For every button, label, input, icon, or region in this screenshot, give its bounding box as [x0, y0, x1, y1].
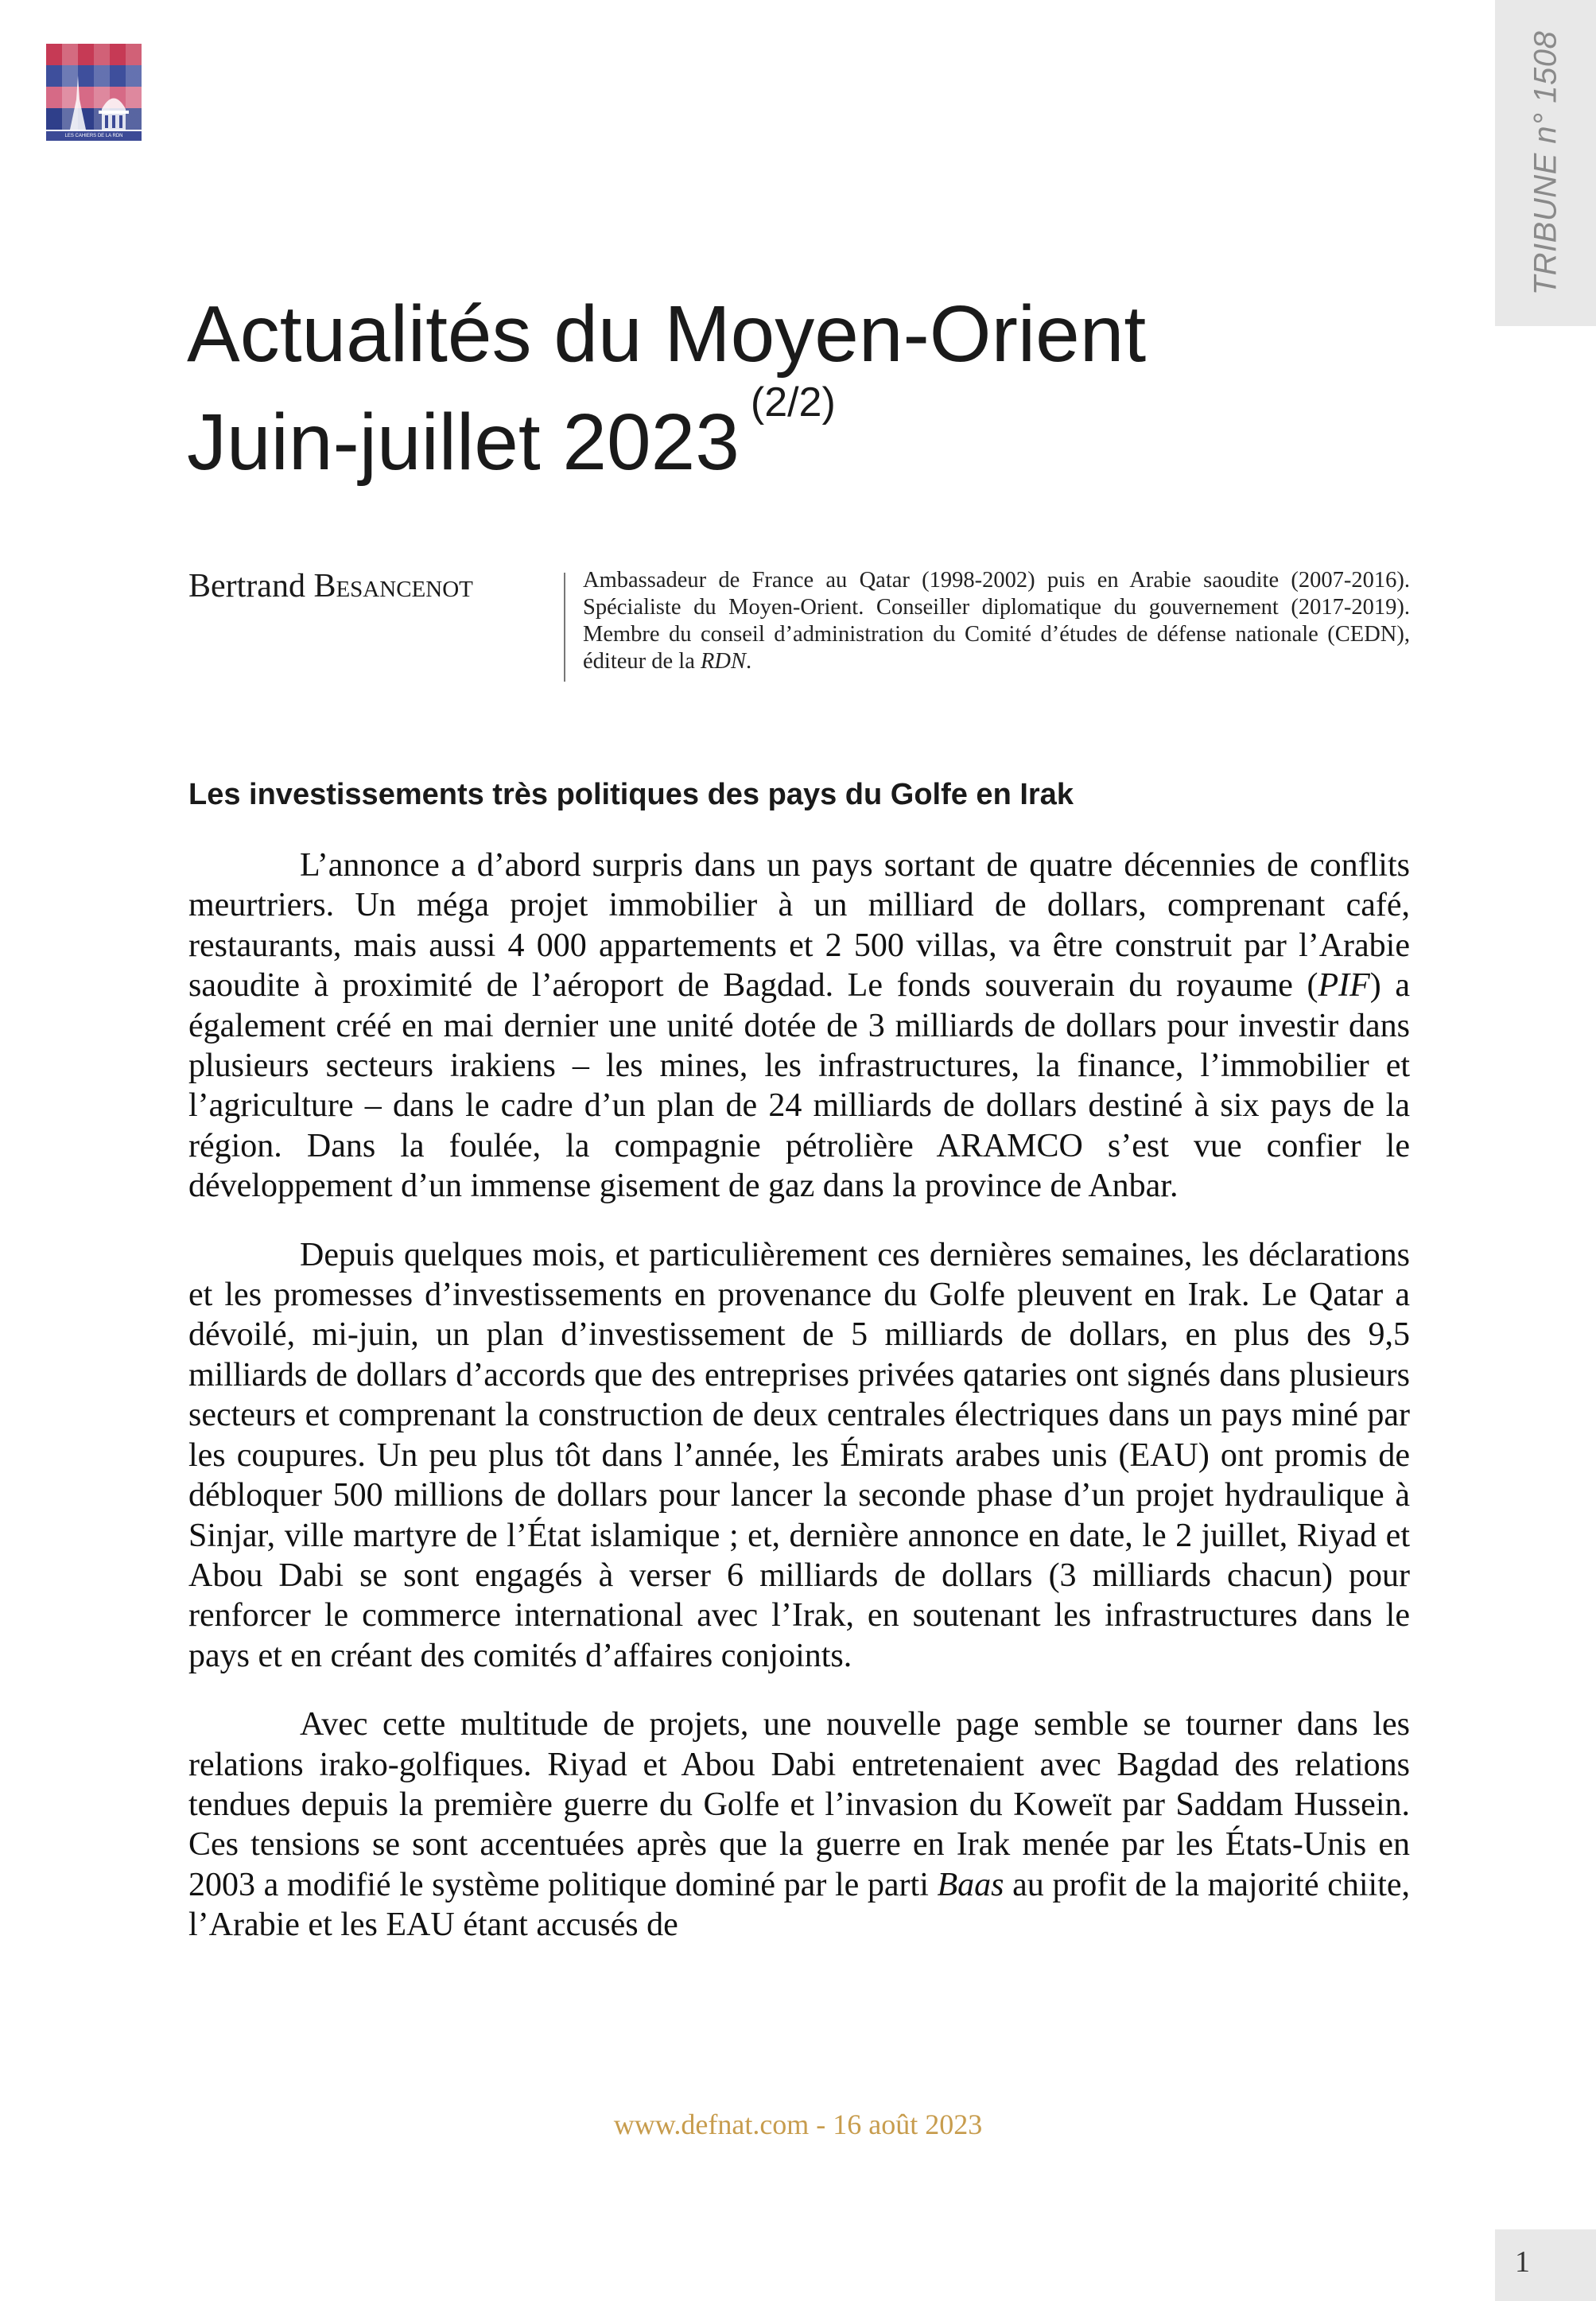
- journal-name: RDN: [700, 649, 746, 674]
- author-divider: [564, 573, 565, 682]
- tribune-number-label: TRIBUNE n° 1508: [1528, 30, 1563, 296]
- author-name: [188, 567, 473, 605]
- page-title: [187, 280, 1380, 496]
- title-part-indicator: (2/2): [750, 379, 836, 426]
- article-body: [188, 845, 1410, 1974]
- paragraph-2: Depuis quelques mois, et particulièrement ces dernières semaines, les déclarations et les promesses d’investissements en provenance du Golfe pleuvent en Irak. Le Qatar a dévoilé, mi-juin, un plan d’investissement de 5 milliards de dollars, en plus des 9,5 milliards de dollars d’accords que des entreprises privées qataries ont signés dans plusieurs secteurs et comprenant la construction de deux centrales électriques dans un pays miné par les coupures. Un peu plus tôt dans l’année, les Émirats arabes unis (EAU) ont promis de débloquer 500 millions de dollars pour lancer la seconde phase d’un projet hydraulique à Sinjar, ville martyre de l’État islamique ; et, dernière annonce en date, le 2 juillet, Riyad et Abou Dabi se sont engagés à verser 6 milliards de dollars (3 milliards chacun) pour renforcer le commerce international avec l’Irak, en soutenant les infrastructures dans le pays et en créant des comités d’affaires conjoints.: [188, 1236, 1410, 1674]
- author-first-name: Bertrand: [188, 568, 305, 604]
- page-number-tab: [1495, 2229, 1596, 2301]
- paragraph-1: L’annonce a d’abord surpris dans un pays sortant de quatre décennies de conflits meurtriers. Un méga projet immobilier à un milliard de dollars, comprenant café, restaurants, mais aussi 4 000 appartements et 2 500 villas, va être construit par l’Arabie saoudite à proximité de l’aéroport de Bagdad. Le fonds souverain du royaume (PIF) a également créé en mai dernier une unité dotée de 3 milliards de dollars pour investir dans plusieurs secteurs irakiens – les mines, les infrastructures, la finance, l’immobilier et l’agriculture – dans le cadre d’un plan de 24 milliards de dollars destiné à six pays de la région. Dans la foulée, la compagnie pétrolière ARAMCO s’est vue confier le développement d’un immense gisement de gaz dans la province de Anbar.: [188, 847, 1410, 1205]
- author-bio: Ambassadeur de France au Qatar (1998-2002) puis en Arabie saoudite (2007-2016). Spécialiste du Moyen-Orient. Conseiller diplomatique du gouvernement (2017-2019). Membre du conseil d’administration du Comité d’études de défense nationale (CEDN), éditeur de la RDN.: [583, 568, 1410, 674]
- section-heading: Les investissements très politiques des pays du Golfe en Irak: [188, 778, 1074, 811]
- title-dates: Juin-juillet 2023: [187, 398, 740, 487]
- footer-url-date: www.defnat.com - 16 août 2023: [613, 2109, 983, 2140]
- logo-caption: LES CAHIERS DE LA RDN: [46, 131, 142, 141]
- rdn-logo: [46, 44, 142, 141]
- page-number: 1: [1515, 2245, 1530, 2279]
- author-last-name: Besancenot: [313, 568, 473, 604]
- title-line-1: Actualités du Moyen-Orient: [187, 290, 1147, 379]
- eiffel-dome-mosaic-icon: [46, 44, 142, 130]
- paragraph-3: Avec cette multitude de projets, une nouvelle page semble se tourner dans les relations irako-golfiques. Riyad et Abou Dabi entretenaient avec Bagdad des relations tendues depuis la première guerre du Golfe et l’invasion du Koweït par Saddam Hussein. Ces tensions se sont accentuées après que la guerre en Irak menée par les États-Unis en 2003 a modifié le système politique dominé par le parti Baas au profit de la majorité chiite, l’Arabie et les EAU étant accusés de: [188, 1706, 1410, 1944]
- title-line-2: [187, 379, 1380, 496]
